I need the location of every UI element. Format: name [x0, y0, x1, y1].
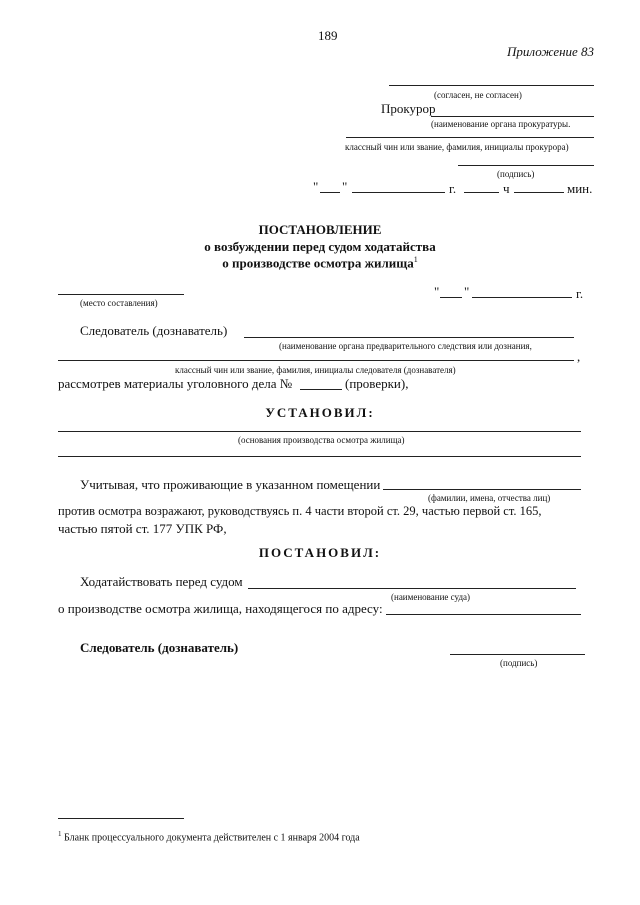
footnote: [58, 830, 360, 843]
agree-caption: (согласен, не согласен): [434, 90, 522, 100]
address-text: о производстве осмотра жилища, находящегося по адресу:: [58, 601, 383, 616]
document-subtitle-line1: о возбуждении перед судом ходатайства: [204, 239, 436, 254]
check-text: (проверки),: [345, 376, 409, 391]
established-heading: УСТАНОВИЛ:: [265, 405, 375, 420]
legal-basis-line: частью пятой ст. 177 УПК РФ,: [58, 521, 227, 536]
investigator-comma: ,: [577, 349, 581, 364]
grounds-line-2[interactable]: [58, 456, 581, 457]
signature-label: Следователь (дознаватель): [80, 640, 239, 655]
date-quote-close: ": [342, 179, 348, 194]
investigator-organ-caption: (наименование органа предварительного следствия или дознания,: [279, 341, 532, 351]
objection-line: против осмотра возражают, руководствуясь п. 4 части второй ст. 29, частью первой ст. 165,: [58, 504, 542, 518]
court-name-line[interactable]: [248, 588, 576, 589]
minute-line[interactable]: [514, 192, 564, 193]
investigator-label: Следователь (дознаватель): [80, 323, 228, 338]
case-number-line[interactable]: [300, 389, 342, 390]
page-number: 189: [318, 28, 338, 43]
prosecutor-rank-line[interactable]: [346, 137, 594, 138]
prosecutor-office-caption: (наименование органа прокуратуры.: [431, 119, 571, 129]
prosecutor-rank-caption: классный чин или звание, фамилия, инициалы прокурора): [345, 142, 569, 152]
investigator-organ-line[interactable]: [244, 337, 574, 338]
minute-suffix: мин.: [567, 181, 593, 196]
court-caption: (наименование суда): [391, 592, 471, 602]
place-line[interactable]: [58, 294, 184, 295]
investigator-rank-line[interactable]: [58, 360, 574, 361]
grounds-line-1[interactable]: [58, 431, 581, 432]
investigator-rank-caption: классный чин или звание, фамилия, инициалы следователя (дознавателя): [175, 365, 456, 375]
signature-caption: (подпись): [500, 658, 538, 668]
residents-caption: (фамилии, имена, отчества лиц): [428, 493, 551, 503]
document-subtitle-line2: [0, 255, 640, 271]
place-year-suffix: г.: [576, 286, 584, 301]
hour-suffix: ч: [503, 181, 510, 196]
prosecutor-signature-caption: (подпись): [497, 169, 535, 179]
place-date-quote-close: ": [464, 284, 470, 299]
considered-text: рассмотрев материалы уголовного дела №: [58, 376, 293, 391]
place-date-quote-open: ": [434, 284, 440, 299]
footnote-text: Бланк процессуального документа действителен с 1 января 2004 года: [64, 832, 360, 844]
place-caption: (место составления): [80, 298, 158, 308]
year-suffix: г.: [449, 181, 457, 196]
date-quote-open: ": [313, 179, 319, 194]
petition-text: Ходатайствовать перед судом: [80, 574, 243, 589]
subtitle-text: о производстве осмотра жилища: [222, 255, 414, 271]
footnote-mark: 1: [58, 830, 62, 838]
day-line[interactable]: [320, 192, 340, 193]
footnote-divider: [58, 818, 184, 819]
place-month-year-line[interactable]: [472, 297, 572, 298]
resolved-heading: ПОСТАНОВИЛ:: [258, 545, 382, 560]
considering-text: Учитывая, что проживающие в указанном помещении: [80, 477, 381, 492]
prosecutor-signature-line[interactable]: [458, 165, 594, 166]
prosecutor-label: Прокурор: [381, 101, 436, 116]
agree-line[interactable]: [389, 85, 594, 86]
address-line[interactable]: [386, 614, 581, 615]
appendix-label: Приложение 83: [507, 44, 595, 59]
hour-line[interactable]: [464, 192, 499, 193]
footnote-reference: 1: [413, 255, 418, 264]
prosecutor-office-line[interactable]: [431, 116, 594, 117]
grounds-caption: (основания производства осмотра жилища): [238, 435, 405, 445]
document-title: ПОСТАНОВЛЕНИЕ: [258, 222, 382, 237]
residents-line[interactable]: [383, 489, 581, 490]
place-day-line[interactable]: [440, 297, 462, 298]
month-line[interactable]: [352, 192, 445, 193]
signature-line[interactable]: [450, 654, 585, 655]
